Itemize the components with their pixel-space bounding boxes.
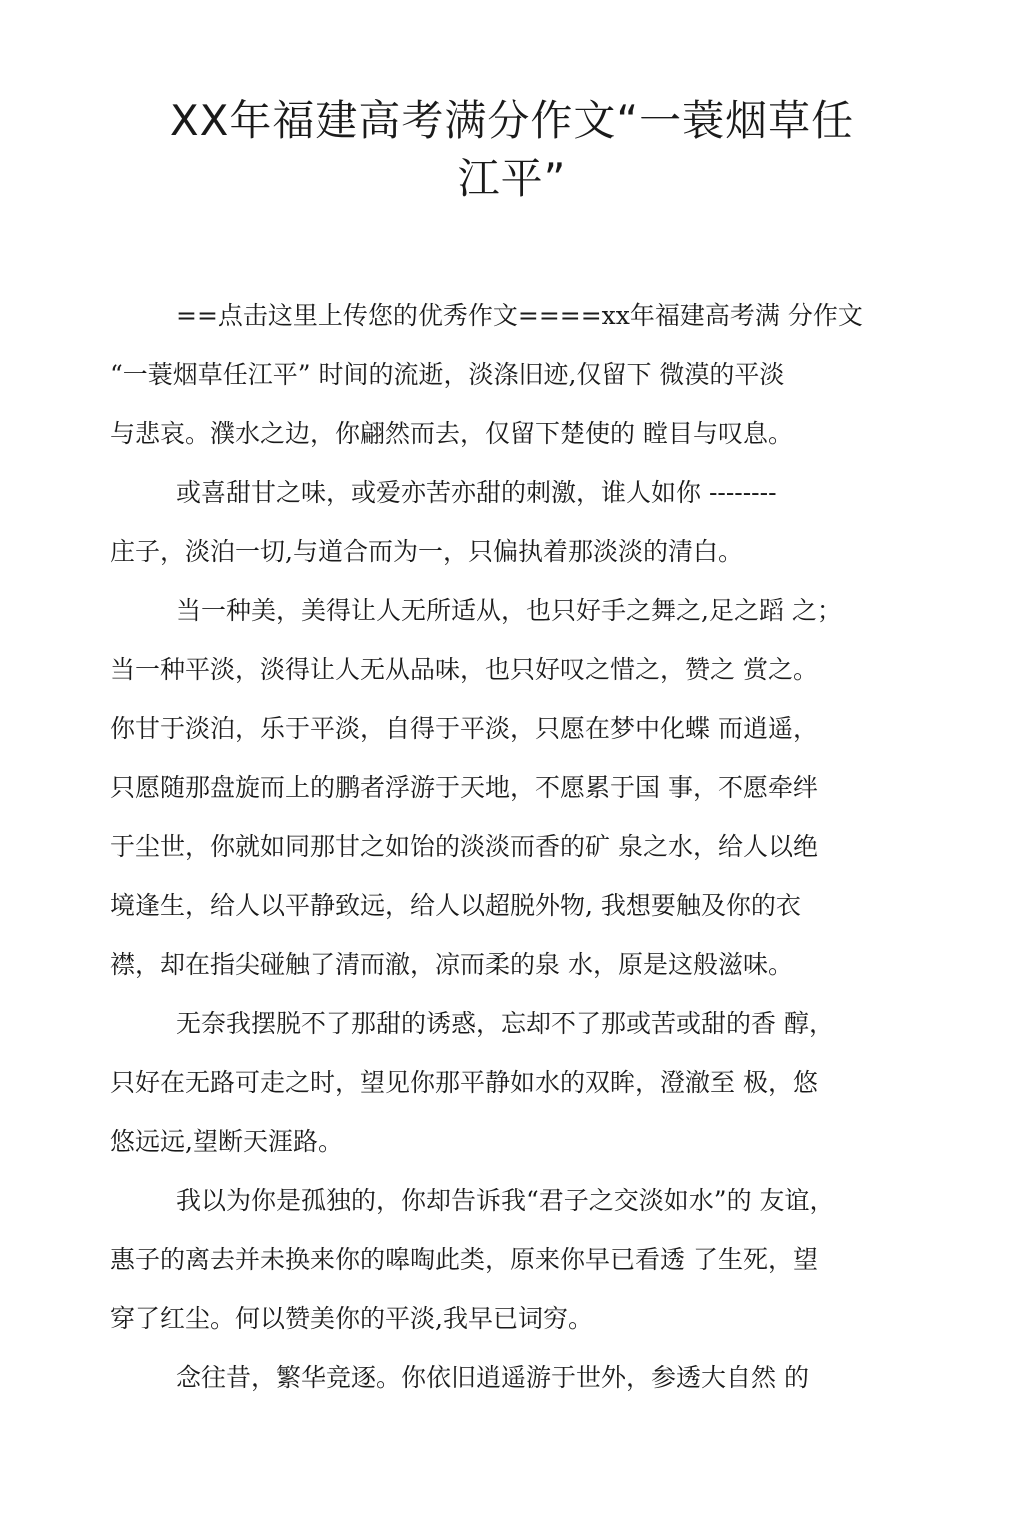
text-line: 当一种平淡，淡得让人无从品味，也只好叹之惜之，赞之 赏之。 xyxy=(110,655,818,684)
text-line: 只愿随那盘旋而上的鹏者浮游于天地，不愿累于国 事，不愿牵绊 xyxy=(110,773,818,802)
paragraph xyxy=(110,581,930,994)
text-line: 念往昔，繁华竞逐。你依旧逍遥游于世外，参透大自然 的 xyxy=(176,1363,809,1392)
title-line: XX年福建高考满分作文“一蓑烟草任 xyxy=(169,96,855,145)
text-line: “一蓑烟草任江平” 时间的流逝，淡涤旧迹,仅留下 微漠的平淡 xyxy=(110,360,785,389)
paragraph xyxy=(110,1348,930,1407)
paragraph xyxy=(110,286,930,463)
text-line: 于尘世，你就如同那甘之如饴的淡淡而香的矿 泉之水，给人以绝 xyxy=(110,832,818,861)
text-line: 悠远远,望断天涯路。 xyxy=(110,1127,343,1156)
text-line: 境逢生，给人以平静致远，给人以超脱外物, 我想要触及你的衣 xyxy=(110,891,801,920)
document-title xyxy=(112,92,912,208)
text-line: 与悲哀。濮水之边，你翩然而去，仅留下楚使的 瞠目与叹息。 xyxy=(110,419,793,448)
text-line: 我以为你是孤独的，你却告诉我“君子之交淡如水”的 友谊， xyxy=(176,1186,835,1215)
text-line: 只好在无路可走之时，望见你那平静如水的双眸，澄澈至 极，悠 xyxy=(110,1068,818,1097)
text-line: 庄子，淡泊一切,与道合而为一，只偏执着那淡淡的清白。 xyxy=(110,537,743,566)
text-line: 无奈我摆脱不了那甜的诱惑，忘却不了那或苦或甜的香 醇， xyxy=(176,1009,834,1038)
text-line: 你甘于淡泊，乐于平淡，自得于平淡，只愿在梦中化蝶 而逍遥， xyxy=(110,714,818,743)
paragraph xyxy=(110,994,930,1171)
paragraph xyxy=(110,1171,930,1348)
text-line: 襟，却在指尖碰触了清而澈，凉而柔的泉 水，原是这般滋味。 xyxy=(110,950,793,979)
paragraph xyxy=(110,463,930,581)
document-body xyxy=(110,286,930,1407)
text-line: 或喜甜甘之味，或爱亦苦亦甜的刺激，谁人如你 -------- xyxy=(176,478,777,507)
text-line: ==点击这里上传您的优秀作文====xx年福建高考满 分作文 xyxy=(176,301,863,330)
text-line: 当一种美，美得让人无所适从，也只好手之舞之,足之蹈 之； xyxy=(176,596,842,625)
text-line: 穿了红尘。何以赞美你的平淡,我早已词穷。 xyxy=(110,1304,593,1333)
text-line: 惠子的离去并未换来你的嗥啕此类，原来你早已看透 了生死，望 xyxy=(110,1245,818,1274)
title-line: 江平” xyxy=(457,154,567,203)
